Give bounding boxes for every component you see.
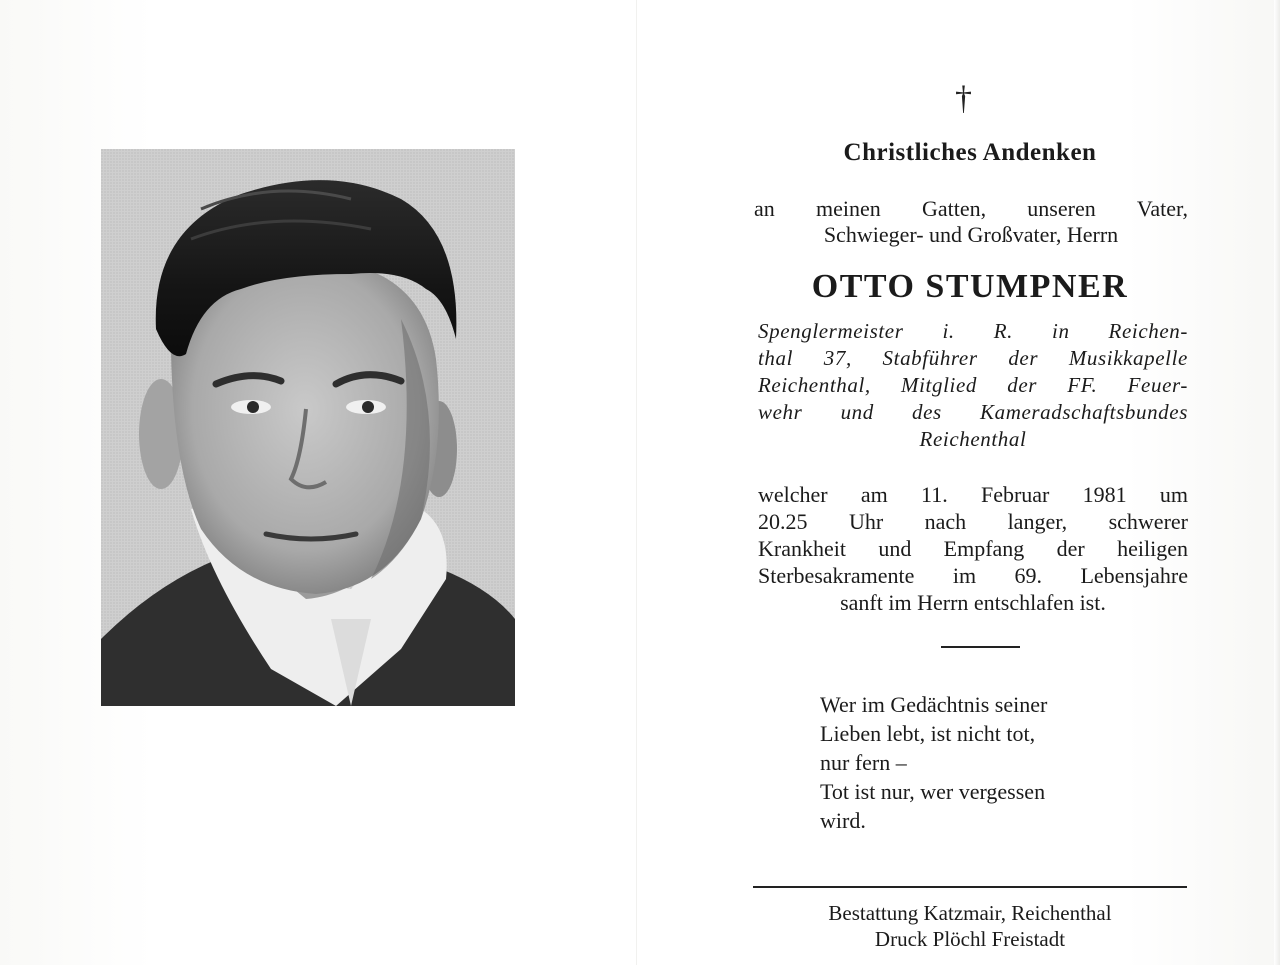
short-divider [941,646,1020,648]
card-edge [1274,0,1280,965]
bio-word: Kameradschaftsbundes [979,400,1188,424]
biography [758,318,1188,453]
bio-word: des [912,400,942,424]
bio-word: i. [942,319,955,343]
intro-text [754,196,1188,248]
bio-word: Stabführer [882,346,978,370]
intro-word: Gatten, [921,196,987,221]
verse-line: wird. [820,808,866,833]
intro-line-1 [754,196,1188,222]
bio-word: der [1007,373,1038,397]
footer-credits [750,900,1190,952]
intro-word: Vater, [1136,196,1188,221]
death-word: der [1056,536,1085,561]
bio-word: Mitglied [901,373,977,397]
bio-word: der [1008,346,1039,370]
intro-word: meinen [815,196,881,221]
footer-divider [753,886,1187,888]
death-word: Februar [980,482,1050,507]
card-fold [636,0,637,965]
bio-line-5 [758,426,1188,453]
verse-line: Wer im Gedächtnis seiner [820,692,1048,717]
bio-word: in [1052,319,1070,343]
death-line-3 [758,535,1188,562]
death-word: Krankheit [758,536,846,561]
bio-word: Reichenthal, [758,373,871,397]
death-word: Lebensjahre [1080,563,1188,588]
death-word: langer, [1007,509,1068,534]
cross-symbol: † [955,80,972,117]
death-word: Sterbesakramente [758,563,915,588]
death-word: 20.25 [758,509,808,534]
card-heading: Christliches Andenken [843,139,1097,166]
memorial-verse [820,690,1140,835]
death-word: 69. [1014,563,1043,588]
verse-line: nur fern – [820,750,907,775]
death-word: schwerer [1108,509,1188,534]
bio-word: Reichenthal [919,427,1027,451]
deceased-name: OTTO STUMPNER [811,268,1129,305]
death-line-4 [758,562,1188,589]
bio-line-4 [758,399,1188,426]
death-word: nach [924,509,967,534]
verse-line: Tot ist nur, wer vergessen [820,779,1046,804]
verse-line: Lieben lebt, ist nicht tot, [820,721,1036,746]
death-line-2 [758,508,1188,535]
bio-line-2 [758,345,1188,372]
death-word: und [878,536,912,561]
death-notice [758,481,1188,616]
portrait-photo [101,149,515,706]
portrait-image [101,149,515,706]
bio-word: Feuer- [1127,373,1188,397]
death-line-5 [758,589,1188,616]
death-word: heiligen [1117,536,1188,561]
intro-line-2: Schwieger- und Großvater, Herrn [823,222,1119,247]
bio-word: Musikkapelle [1068,346,1188,370]
funeral-home-credit: Bestattung Katzmair, Reichenthal [828,901,1112,925]
bio-word: R. [993,319,1014,343]
intro-word: unseren [1027,196,1096,221]
bio-line-1 [758,318,1188,345]
death-word: Uhr [848,509,884,534]
bio-word: FF. [1067,373,1098,397]
death-word: Empfang [943,536,1025,561]
death-line-1 [758,481,1188,508]
death-word: sanft im Herrn entschlafen ist. [840,590,1106,615]
bio-word: thal [758,346,794,370]
bio-line-3 [758,372,1188,399]
death-word: welcher [758,482,828,507]
death-word: 11. [921,482,948,507]
death-word: im [952,563,977,588]
death-word: 1981 [1082,482,1127,507]
bio-word: wehr [758,400,803,424]
printer-credit: Druck Plöchl Freistadt [874,927,1066,951]
bio-word: und [840,400,874,424]
death-word: um [1159,482,1188,507]
intro-word: an [754,196,775,221]
bio-word: Spenglermeister [758,319,904,343]
bio-word: 37, [823,346,852,370]
bio-word: Reichen- [1108,319,1188,343]
death-word: am [860,482,888,507]
